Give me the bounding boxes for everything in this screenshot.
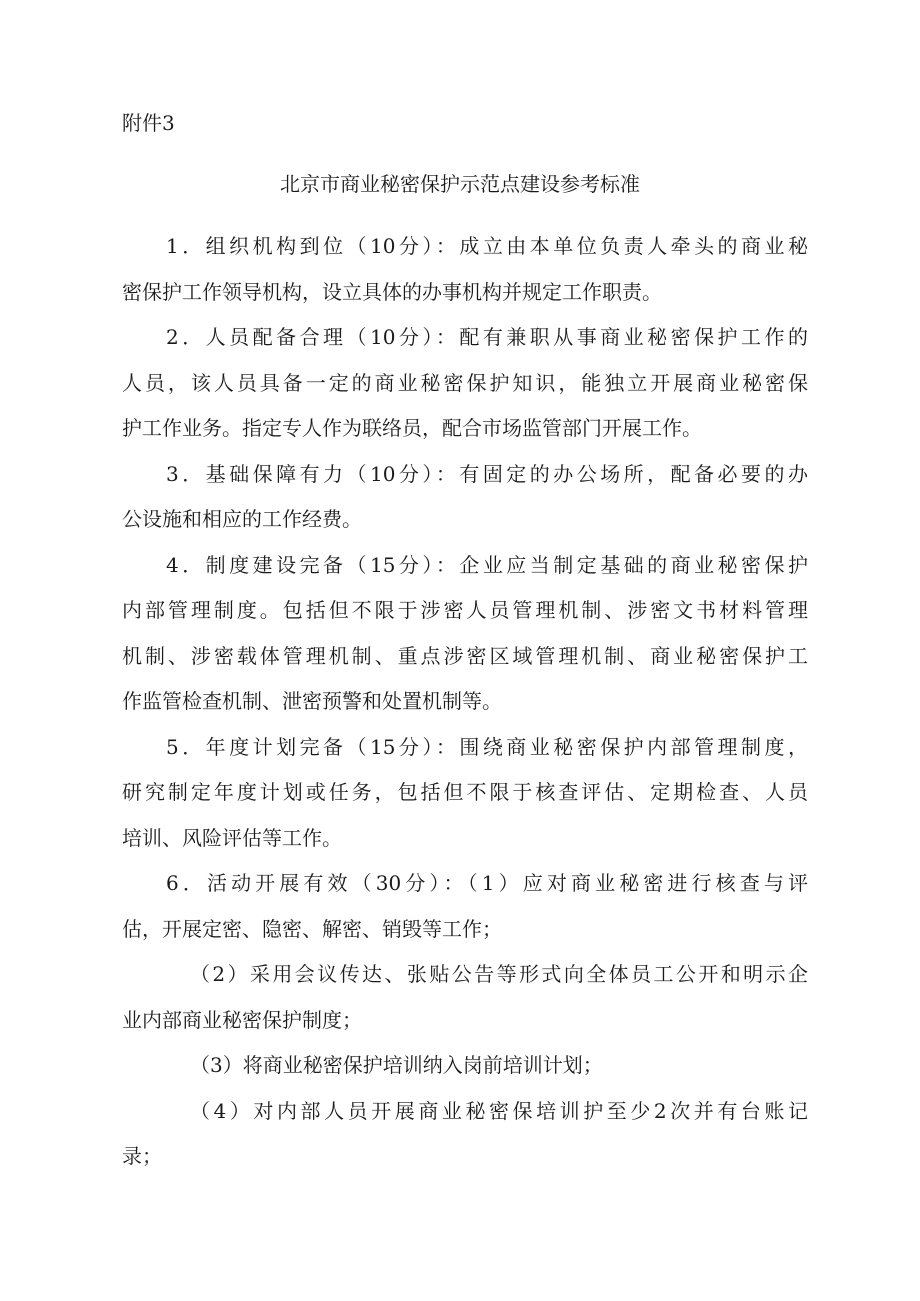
item-4-line-1: 4．制度建设完备（15分）：企业应当制定基础的商业秘密保护 (166, 553, 808, 577)
item-1-line-2: 密保护工作领导机构，设立具体的办事机构并规定工作职责。 (122, 280, 662, 304)
item-6-sub-4-line-1: （4）对内部人员开展商业秘密保培训护至少2次并有台账记 (190, 1099, 808, 1123)
attachment-label: 附件3 (122, 111, 175, 135)
item-6-sub-2-line-1: （2）采用会议传达、张贴公告等形式向全体员工公开和明示企 (190, 962, 808, 986)
item-4-line-4: 作监管检查机制、泄密预警和处置机制等。 (122, 689, 502, 713)
item-3-line-1: 3．基础保障有力（10分）：有固定的办公场所，配备必要的办 (166, 462, 808, 486)
item-5-line-1: 5．年度计划完备（15分）：围绕商业秘密保护内部管理制度， (166, 735, 808, 759)
item-6-sub-4-line-2: 录； (122, 1144, 162, 1168)
item-4-line-3: 机制、涉密载体管理机制、重点涉密区域管理机制、商业秘密保护工 (122, 644, 808, 668)
page-title: 北京市商业秘密保护示范点建设参考标准 (280, 172, 640, 196)
item-3-line-2: 公设施和相应的工作经费。 (122, 507, 362, 531)
item-6-line-2: 估，开展定密、隐密、解密、销毁等工作； (122, 917, 502, 941)
item-2-line-2: 人员，该人员具备一定的商业秘密保护知识，能独立开展商业秘密保 (122, 371, 808, 395)
item-4-line-2: 内部管理制度。包括但不限于涉密人员管理机制、涉密文书材料管理 (122, 598, 808, 622)
item-6-sub-2-line-2: 业内部商业秘密保护制度； (122, 1008, 362, 1032)
item-2-line-3: 护工作业务。指定专人作为联络员，配合市场监管部门开展工作。 (122, 416, 702, 440)
item-6-line-1: 6．活动开展有效（30分）：（1）应对商业秘密进行核查与评 (166, 871, 808, 895)
item-5-line-3: 培训、风险评估等工作。 (122, 826, 342, 850)
item-2-line-1: 2．人员配备合理（10分）：配有兼职从事商业秘密保护工作的 (166, 325, 808, 349)
item-5-line-2: 研究制定年度计划或任务，包括但不限于核查评估、定期检查、人员 (122, 780, 808, 804)
item-6-sub-3-line-1: （3）将商业秘密保护培训纳入岗前培训计划； (190, 1053, 603, 1077)
item-1-line-1: 1．组织机构到位（10分）：成立由本单位负责人牵头的商业秘 (166, 234, 808, 258)
